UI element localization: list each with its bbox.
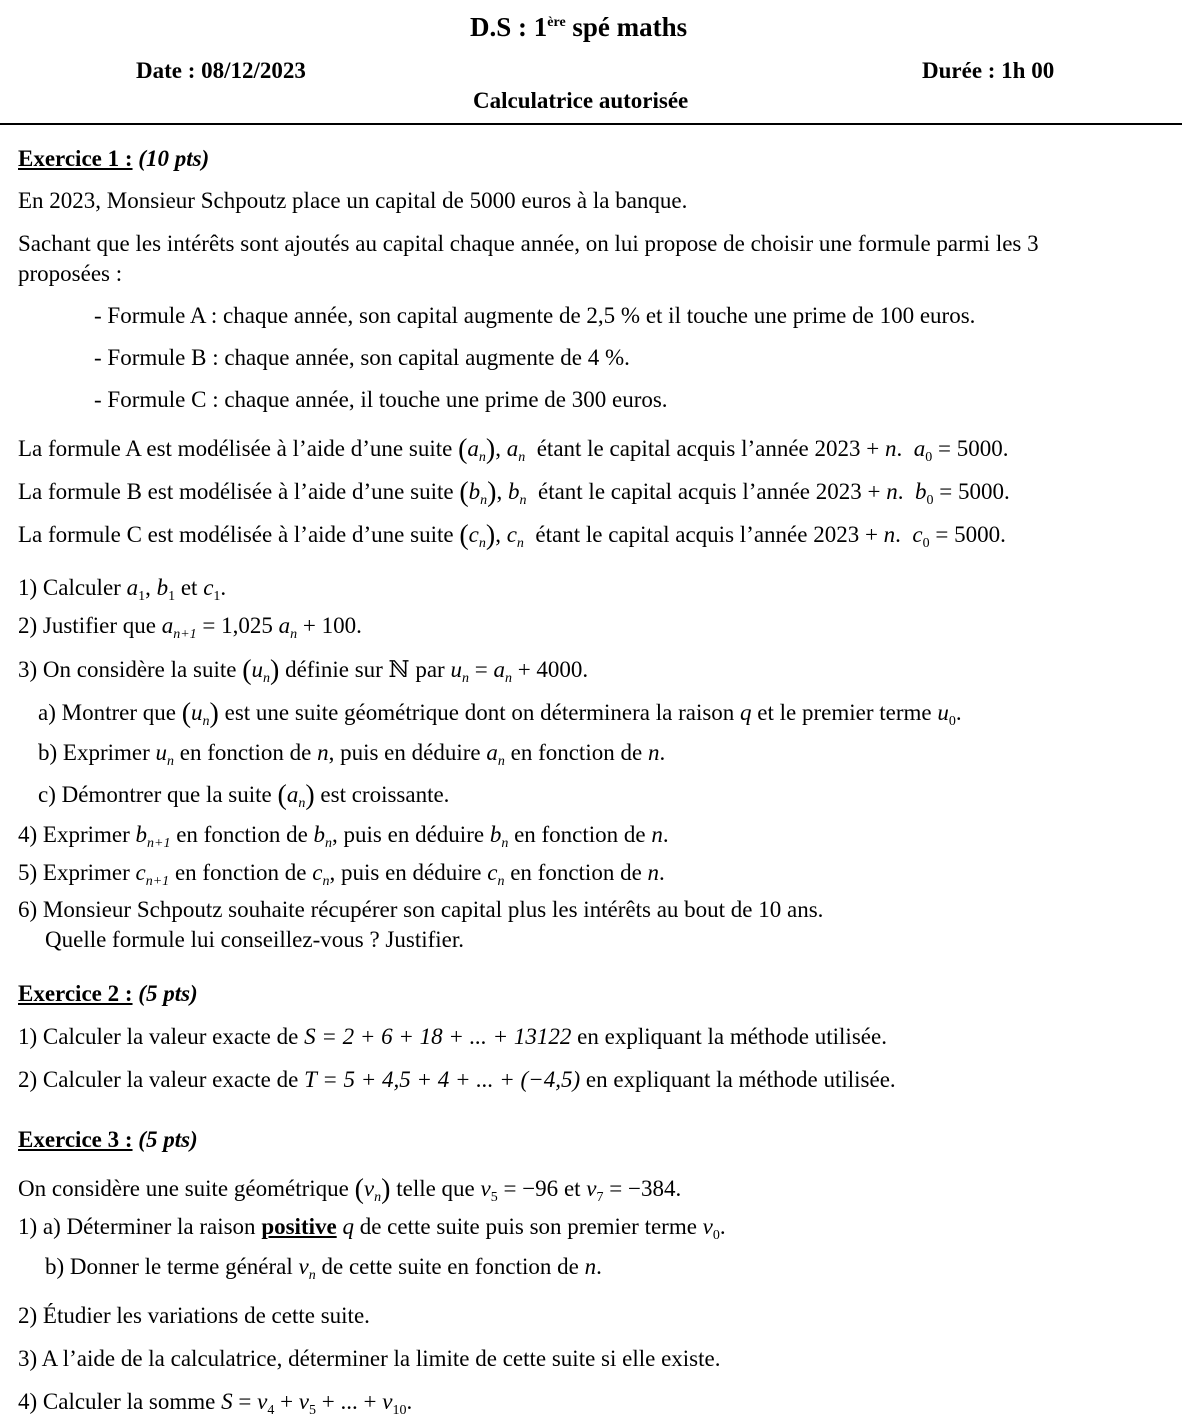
ex1-intro-1: En 2023, Monsieur Schpoutz place un capital de 5000 euros à la banque. [18, 188, 688, 213]
ex3-question-3: 3) A l’aide de la calculatrice, déterminer la limite de cette suite si elle existe. [18, 1346, 721, 1371]
ex2-question-2: 2) Calculer la valeur exacte de T = 5 + 4,5 + 4 + ... + (−4,5) en expliquant la méthode utilisée. [18, 1067, 896, 1092]
model-c: La formule C est modélisée à l’aide d’une suite $(c_n)$, $c_n$ étant le capital acquis l’année 2023 + n. $c_0 = 5000$. [18, 520, 1006, 551]
ex3-question-1b: b) Donner le terme général $v_n$ de cette suite en fonction de n. [45, 1254, 602, 1283]
calculator-note: Calculatrice autorisée [473, 88, 689, 113]
ex3-question-1a: 1) a) Déterminer la raison positive q de cette suite puis son premier terme $v_0$. [18, 1214, 726, 1243]
ex3-question-4: 4) Calculer la somme $S = v_4 + v_5$ + ... + $v_{10}$. [18, 1389, 413, 1418]
exam-date: Date : 08/12/2023 [136, 58, 306, 83]
ex1-question-3: 3) On considère la suite $(u_n)$ définie sur ℕ par $u_n = a_n + 4000$. [18, 655, 589, 686]
ex2-question-1: 1) Calculer la valeur exacte de S = 2 + 6 + 18 + ... + 13122 en expliquant la méthode utilisée. [18, 1024, 887, 1049]
formula-b: - Formule B : chaque année, son capital augmente de 4 %. [94, 345, 630, 370]
ex1-question-6: 6) Monsieur Schpoutz souhaite récupérer son capital plus les intérêts au bout de 10 ans. [18, 897, 824, 922]
exam-duration: Durée : 1h 00 [922, 58, 1055, 83]
ex1-question-3c: c) Démontrer que la suite $(a_n)$ est croissante. [38, 780, 450, 811]
formula-a: - Formule A : chaque année, son capital augmente de 2,5 % et il touche une prime de 100 euros. [94, 303, 976, 328]
exercise-2-title: Exercice 2 : (5 pts) [18, 981, 198, 1006]
ex1-question-3b: b) Exprimer $u_n$ en fonction de n, puis en déduire $a_n$ en fonction de n. [38, 740, 666, 769]
ex1-question-6b: Quelle formule lui conseillez-vous ? Justifier. [45, 927, 464, 952]
exercise-1-title: Exercice 1 : (10 pts) [18, 146, 210, 171]
ex1-intro-2: Sachant que les intérêts sont ajoutés au capital chaque année, on lui propose de choisir une formule parmi les 3 [18, 231, 1039, 256]
page-title: D.S : 1ère spé maths [470, 12, 688, 42]
ex1-question-2: 2) Justifier que $a_{n+1} = 1,025$ $a_n + 100$. [18, 613, 362, 642]
ex1-question-1: 1) Calculer $a_1$, $b_1$ et $c_1$. [18, 575, 227, 604]
exercise-3-title: Exercice 3 : (5 pts) [18, 1127, 198, 1152]
model-a: La formule A est modélisée à l’aide d’une suite $(a_n)$, $a_n$ étant le capital acquis l’année 2023 + n. $a_0 = 5000$. [18, 434, 1009, 465]
ex1-intro-2b: proposées : [18, 261, 123, 286]
formula-c: - Formule C : chaque année, il touche une prime de 300 euros. [94, 387, 668, 412]
ex1-question-5: 5) Exprimer $c_{n+1}$ en fonction de $c_n$, puis en déduire $c_n$ en fonction de n. [18, 860, 665, 889]
ex3-intro: On considère une suite géométrique $(v_n)$ telle que $v_5 = -96$ et $v_7 = -384$. [18, 1174, 682, 1205]
header-divider [0, 123, 1182, 125]
ex3-question-2: 2) Étudier les variations de cette suite. [18, 1303, 370, 1328]
ex1-question-3a: a) Montrer que $(u_n)$ est une suite géométrique dont on déterminera la raison q et le premier terme $u_0$. [38, 698, 962, 729]
ex1-question-4: 4) Exprimer $b_{n+1}$ en fonction de $b_n$, puis en déduire $b_n$ en fonction de n. [18, 822, 669, 851]
model-b: La formule B est modélisée à l’aide d’une suite $(b_n)$, $b_n$ étant le capital acquis l’année 2023 + n. $b_0 = 5000$. [18, 477, 1010, 508]
